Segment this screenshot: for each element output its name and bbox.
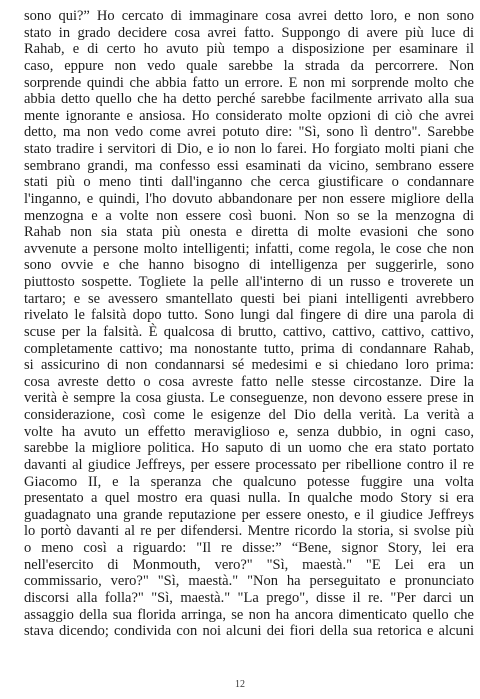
text-line: commissario, vero?" "Sì, maestà." "Non ha perseguitato e pronunciato	[24, 573, 474, 590]
text-line: l'inganno, e quindi, l'ho dovuto abbandonare per non essere migliore della	[24, 190, 474, 207]
text-line: verità è sempre la cosa giusta. Le conseguenze, non devono essere prese in	[24, 390, 474, 407]
text-line: si assicurino di non condannarsi sé medesimi e si chiedano loro prima:	[24, 357, 474, 374]
text-line: stava dicendo; condivida con noi alcuni dei fiori della sua retorica e alcuni	[24, 623, 474, 640]
text-line: sono ovvie e che hanno bisogno di intelligenza per suggerirle, sono	[24, 257, 474, 274]
text-line: considerazione, così come le esigenze del Dio della verità. La verità a	[24, 407, 474, 423]
text-line: piuttosto sospette. Togliete la pelle all'interno di un russo e troverete un	[24, 274, 474, 290]
text-line: abbia detto quello che ha detto perché sarebbe facilmente arrivato alla sua	[24, 91, 474, 108]
text-line: stato tradire i servitori di Dio, e io non lo farei. Ho forgiato molti piani che	[24, 141, 474, 157]
text-line: Rahab non sia stata più onesta e diretta di molte evasioni che sono	[24, 224, 474, 241]
text-line: scuse per la falsità. È qualcosa di brutto, cattivo, cattivo, cattivo, cattivo,	[24, 323, 474, 340]
text-line: mente ignorante e ansiosa. Ho considerato molte opzioni di ciò che avrei	[24, 107, 474, 124]
text-line: presentato a quel mostro era quasi nulla. In qualche modo Story si era	[24, 490, 474, 507]
text-line: assaggio della sua florida arringa, se non ha ancora dimenticato quello che	[24, 606, 474, 623]
text-line: sorprende quindi che abbia fatto un errore. E non mi sorprende molto che	[24, 74, 474, 91]
text-line: Rahab, e di certo ho avuto più tempo a disposizione per esaminare il	[24, 41, 474, 58]
text-line: caso, eppure non vedo quale sarebbe la strada da percorrere. Non	[24, 57, 474, 74]
text-line: tartaro; e se avessero smantellato questi bei piani intelligenti avrebbero	[24, 290, 474, 307]
text-line: completamente cattivo; ma nonostante tutto, prima di condannare Rahab,	[24, 340, 474, 357]
text-line: nell'esercito di Monmouth, vero?" "Sì, maestà." "E Lei era un	[24, 556, 474, 573]
text-line: o meno così a riguardo: "Il re disse:” “Bene, signor Story, lei era	[24, 540, 474, 556]
text-line: detto, ma non vedo come avrei potuto dire: "Sì, sono lì dentro". Sarebbe	[24, 124, 474, 141]
body-text	[24, 8, 474, 640]
text-line: cosa avreste detto o cosa avreste fatto nelle stesse circostanze. Dire la	[24, 373, 474, 390]
text-line: davanti al giudice Jeffreys, per essere processato per ribellione contro il re	[24, 456, 474, 473]
text-line: rivelato le falsità dopo tutto. Sono lungi dal fingere di dire una parola di	[24, 307, 474, 324]
text-line: Giacomo II, e la speranza che qualcuno potesse fuggire una volta	[24, 473, 474, 490]
text-line: sono qui?” Ho cercato di immaginare cosa avrei detto loro, e non sono	[24, 8, 474, 24]
text-line: sarebbe la migliore politica. Ho saputo di un uomo che era stato portato	[24, 440, 474, 457]
text-line: volte ha avuto un effetto meraviglioso e, senza dubbio, in ogni caso,	[24, 423, 474, 440]
text-line: avvenute a persone molto intelligenti; infatti, come regola, le cose che non	[24, 240, 474, 257]
text-line: stati più o meno tinti dall'inganno che cerca giustificare o condannare	[24, 174, 474, 191]
text-line: sembrano grandi, ma confesso essi esaminati da vicino, sembrano essere	[24, 157, 474, 174]
text-line: lo portò davanti al re per difendersi. Mentre ricordo la storia, si svolse più	[24, 523, 474, 540]
page-number: 12	[235, 679, 245, 690]
text-line: stato in grado decidere cosa avrei fatto. Suppongo di avere più luce di	[24, 24, 474, 41]
text-line: menzogna e a volte non essere così buoni. Non so se la menzogna di	[24, 207, 474, 224]
text-line: discorsi alla folla?" "Sì, maestà." "La prego", disse il re. "Per darci un	[24, 589, 474, 606]
text-line: guadagnato una grande reputazione per essere onesto, e il giudice Jeffreys	[24, 506, 474, 523]
